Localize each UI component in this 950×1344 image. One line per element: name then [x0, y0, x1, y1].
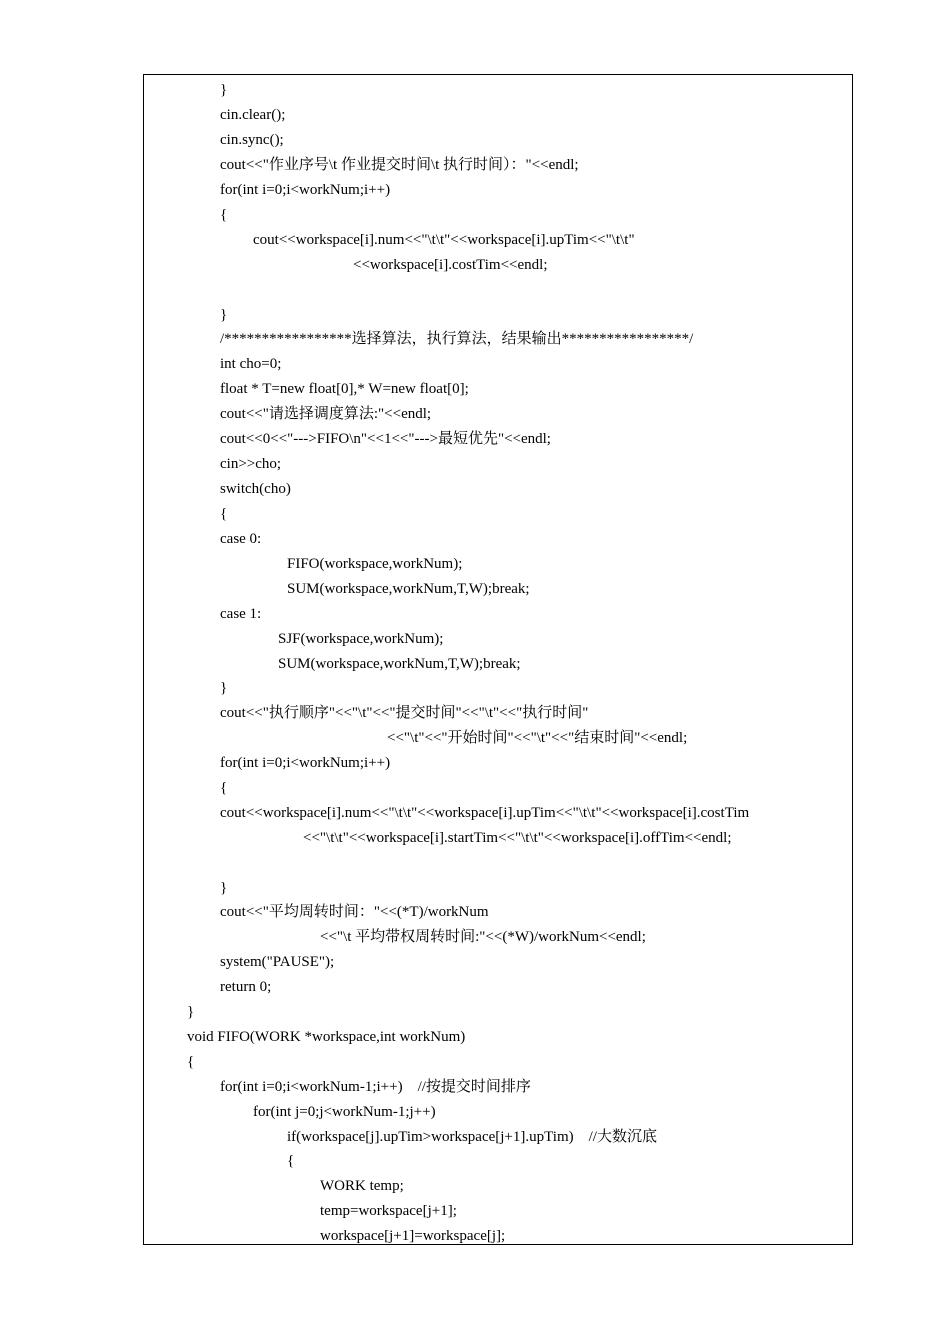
code-line: temp=workspace[j+1]; [320, 1203, 457, 1219]
code-line: } [220, 680, 228, 696]
code-line: cin.sync(); [220, 132, 284, 148]
code-line: <<"\t 平均带权周转时间:"<<(*W)/workNum<<endl; [320, 929, 646, 945]
code-line: <<workspace[i].costTim<<endl; [353, 257, 548, 273]
code-line: cin>>cho; [220, 456, 282, 472]
code-line: <<"\t"<<"开始时间"<<"\t"<<"结束时间"<<endl; [387, 730, 688, 746]
code-line: /*****************选择算法，执行算法，结果输出*****************/ [220, 331, 694, 347]
code-line: for(int j=0;j<workNum-1;j++) [253, 1104, 436, 1120]
code-line: switch(cho) [220, 481, 291, 497]
code-line: for(int i=0;i<workNum;i++) [220, 755, 391, 771]
code-line: void FIFO(WORK *workspace,int workNum) [187, 1029, 466, 1045]
code-line: cout<<"执行顺序"<<"\t"<<"提交时间"<<"\t"<<"执行时间" [220, 705, 589, 721]
code-line: SUM(workspace,workNum,T,W);break; [278, 656, 521, 672]
code-line: cout<<"请选择调度算法:"<<endl; [220, 406, 432, 422]
code-line: float * T=new float[0],* W=new float[0]; [220, 381, 469, 397]
code-line: { [220, 506, 228, 522]
code-line: <<"\t\t"<<workspace[i].startTim<<"\t\t"<<workspace[i].offTim<<endl; [303, 830, 732, 846]
code-line: return 0; [220, 979, 272, 995]
code-line: system("PAUSE"); [220, 954, 335, 970]
code-line: cin.clear(); [220, 107, 286, 123]
code-line: { [220, 207, 228, 223]
code-line: cout<<workspace[i].num<<"\t\t"<<workspace[i].upTim<<"\t\t" [253, 232, 635, 248]
code-line: { [220, 780, 228, 796]
code-line: workspace[j+1]=workspace[j]; [320, 1228, 506, 1244]
code-line: cout<<"平均周转时间："<<(*T)/workNum [220, 904, 489, 920]
code-line: SUM(workspace,workNum,T,W);break; [287, 581, 530, 597]
code-line: } [220, 880, 228, 896]
code-line: case 1: [220, 606, 262, 622]
code-line: } [220, 307, 228, 323]
code-line: case 0: [220, 531, 262, 547]
code-line: for(int i=0;i<workNum;i++) [220, 182, 391, 198]
code-line: { [287, 1153, 295, 1169]
code-line: cout<<0<<"--->FIFO\n"<<1<<"--->最短优先"<<endl; [220, 431, 551, 447]
code-line: SJF(workspace,workNum); [278, 631, 444, 647]
code-line: } [187, 1004, 195, 1020]
code-line: FIFO(workspace,workNum); [287, 556, 463, 572]
code-line: int cho=0; [220, 356, 282, 372]
code-line: cout<<workspace[i].num<<"\t\t"<<workspace[i].upTim<<"\t\t"<<workspace[i].costTim [220, 805, 750, 821]
code-line: } [220, 82, 228, 98]
code-line: WORK temp; [320, 1178, 404, 1194]
code-line: for(int i=0;i<workNum-1;i++) //按提交时间排序 [220, 1079, 531, 1095]
code-line: cout<<"作业序号\t 作业提交时间\t 执行时间）："<<endl; [220, 157, 579, 173]
code-line: { [187, 1054, 195, 1070]
code-line: if(workspace[j].upTim>workspace[j+1].upTim) //大数沉底 [287, 1129, 657, 1145]
